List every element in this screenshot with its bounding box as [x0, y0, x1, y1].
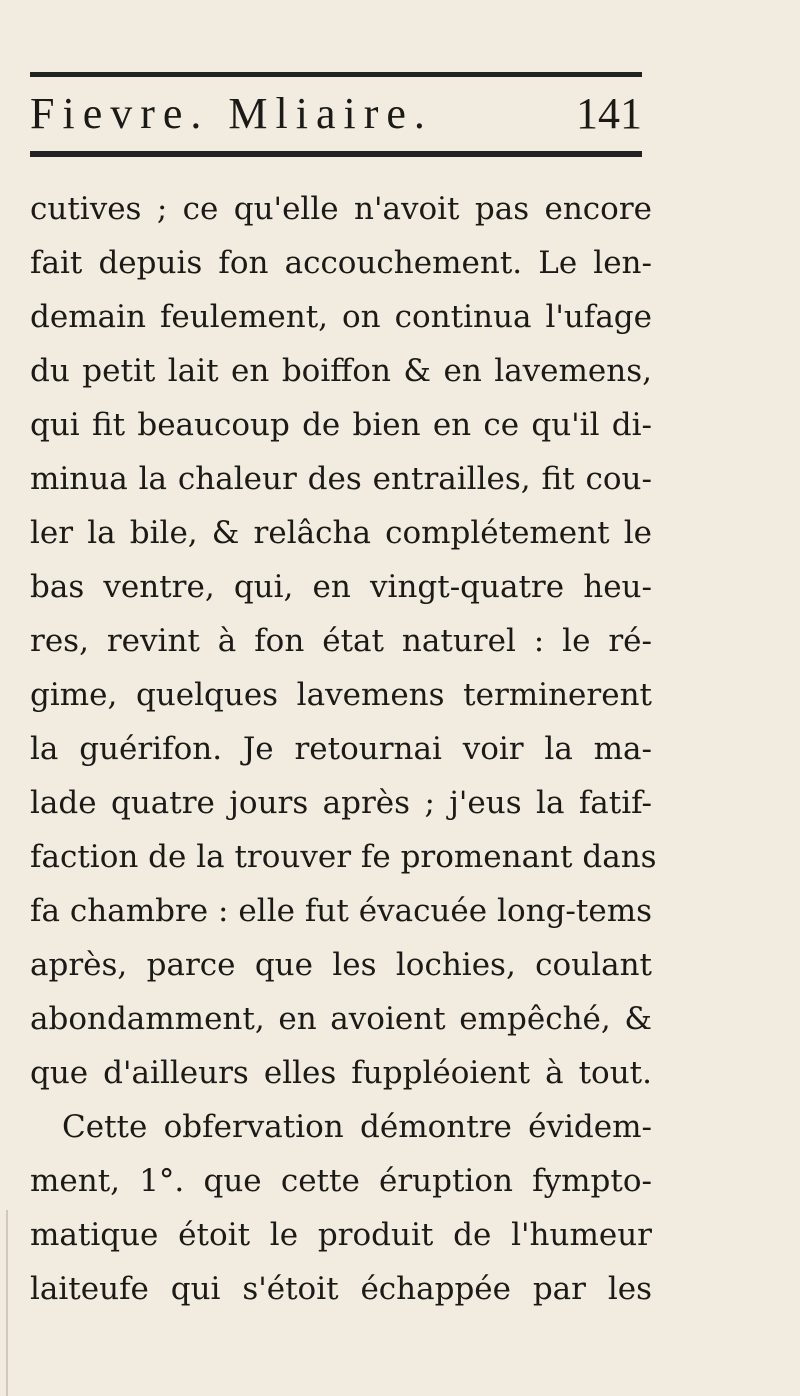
text-line: bas ventre, qui, en vingt-quatre heu- — [30, 569, 652, 605]
header-top-rule — [30, 72, 642, 77]
text-line: fa chambre : elle fut évacuée long-tems — [30, 893, 652, 929]
text-line: Cette obfervation démontre évidem- — [62, 1109, 652, 1145]
body-text — [30, 182, 657, 1316]
page-gutter-shadow — [6, 1210, 8, 1396]
text-line: res, revint à fon état naturel : le ré- — [30, 623, 652, 659]
running-title: Fievre. Mliaire. — [30, 89, 433, 138]
running-header — [30, 80, 642, 144]
text-line: après, parce que les lochies, coulant — [30, 947, 652, 983]
text-line: qui fit beaucoup de bien en ce qu'il di- — [30, 407, 652, 443]
text-line: minua la chaleur des entrailles, fit cou- — [30, 461, 652, 497]
text-line: abondamment, en avoient empêché, & — [30, 1001, 652, 1037]
text-line: cutives ; ce qu'elle n'avoit pas encore — [30, 191, 652, 227]
text-line: la guérifon. Je retournai voir la ma- — [30, 731, 652, 767]
text-line: lade quatre jours après ; j'eus la fatif- — [30, 785, 652, 821]
text-line: fait depuis fon accouchement. Le len- — [30, 245, 652, 281]
text-line: que d'ailleurs elles fuppléoient à tout. — [30, 1055, 652, 1091]
text-line: laiteufe qui s'étoit échappée par les — [30, 1271, 652, 1307]
text-line: ment, 1°. que cette éruption fympto- — [30, 1163, 652, 1199]
text-line: faction de la trouver fe promenant dans — [30, 839, 657, 875]
page-number: 141 — [576, 89, 642, 138]
text-line: du petit lait en boiffon & en lavemens, — [30, 353, 652, 389]
text-line: gime, quelques lavemens terminerent — [30, 677, 652, 713]
text-line: matique étoit le produit de l'humeur — [30, 1217, 652, 1253]
header-bottom-rule — [30, 151, 642, 157]
text-line: ler la bile, & relâcha complétement le — [30, 515, 652, 551]
text-line: demain feulement, on continua l'ufage — [30, 299, 652, 335]
